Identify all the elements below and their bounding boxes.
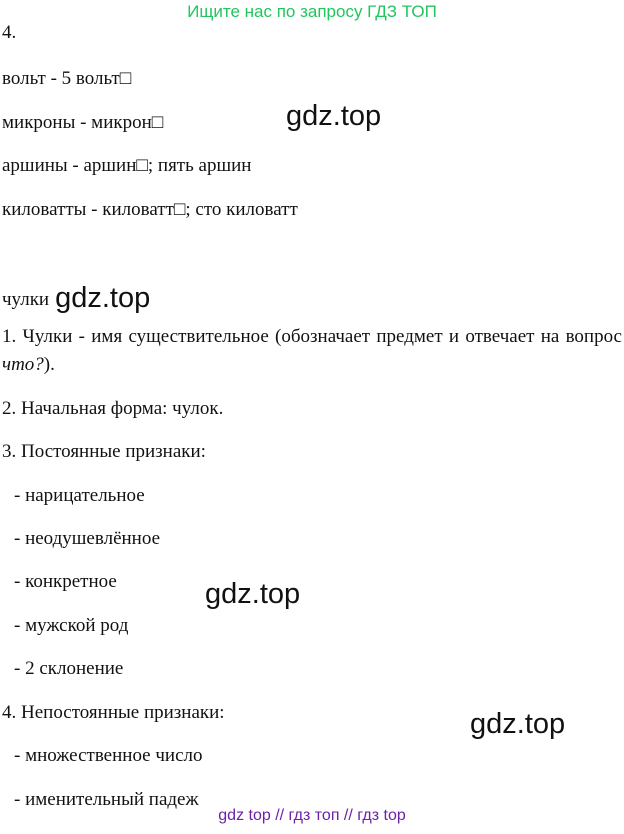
analysis-item-2: 2. Начальная форма: чулок. <box>2 398 224 419</box>
pair-line: вольт - 5 вольт□ <box>2 68 132 89</box>
constant-feature: - мужской род <box>14 615 129 636</box>
item1-text: 1. Чулки - имя существительное (обозначает предмет и отвечает на вопрос <box>2 326 622 347</box>
item1-end: ). <box>43 354 55 375</box>
variable-feature: - множественное число <box>14 745 203 766</box>
watermark: gdz.top <box>55 282 151 314</box>
variable-feature: - именительный падеж <box>14 789 199 810</box>
watermark: gdz.top <box>286 100 382 132</box>
constant-feature: - нарицательное <box>14 485 145 506</box>
analysis-item-1 <box>2 323 622 379</box>
top-banner: Ищите нас по запросу ГДЗ ТОП <box>187 2 437 21</box>
task-number: 4. <box>2 22 17 43</box>
watermark: gdz.top <box>205 578 301 610</box>
pair-line: аршины - аршин□; пять аршин <box>2 155 252 176</box>
word-text: чулки <box>2 289 50 310</box>
analysis-item-4: 4. Непостоянные признаки: <box>2 702 225 723</box>
constant-feature: - конкретное <box>14 571 117 592</box>
analysis-item-3: 3. Постоянные признаки: <box>2 441 206 462</box>
pair-line: киловатты - киловатт□; сто киловатт <box>2 199 298 220</box>
constant-feature: - неодушевлённое <box>14 528 160 549</box>
watermark: gdz.top <box>470 708 566 740</box>
pair-line: микроны - микрон□ <box>2 112 164 133</box>
bottom-footer: gdz top // гдз топ // гдз top <box>218 807 406 824</box>
item1-question: что? <box>2 354 44 375</box>
word-heading <box>2 282 150 315</box>
constant-feature: - 2 склонение <box>14 658 124 679</box>
